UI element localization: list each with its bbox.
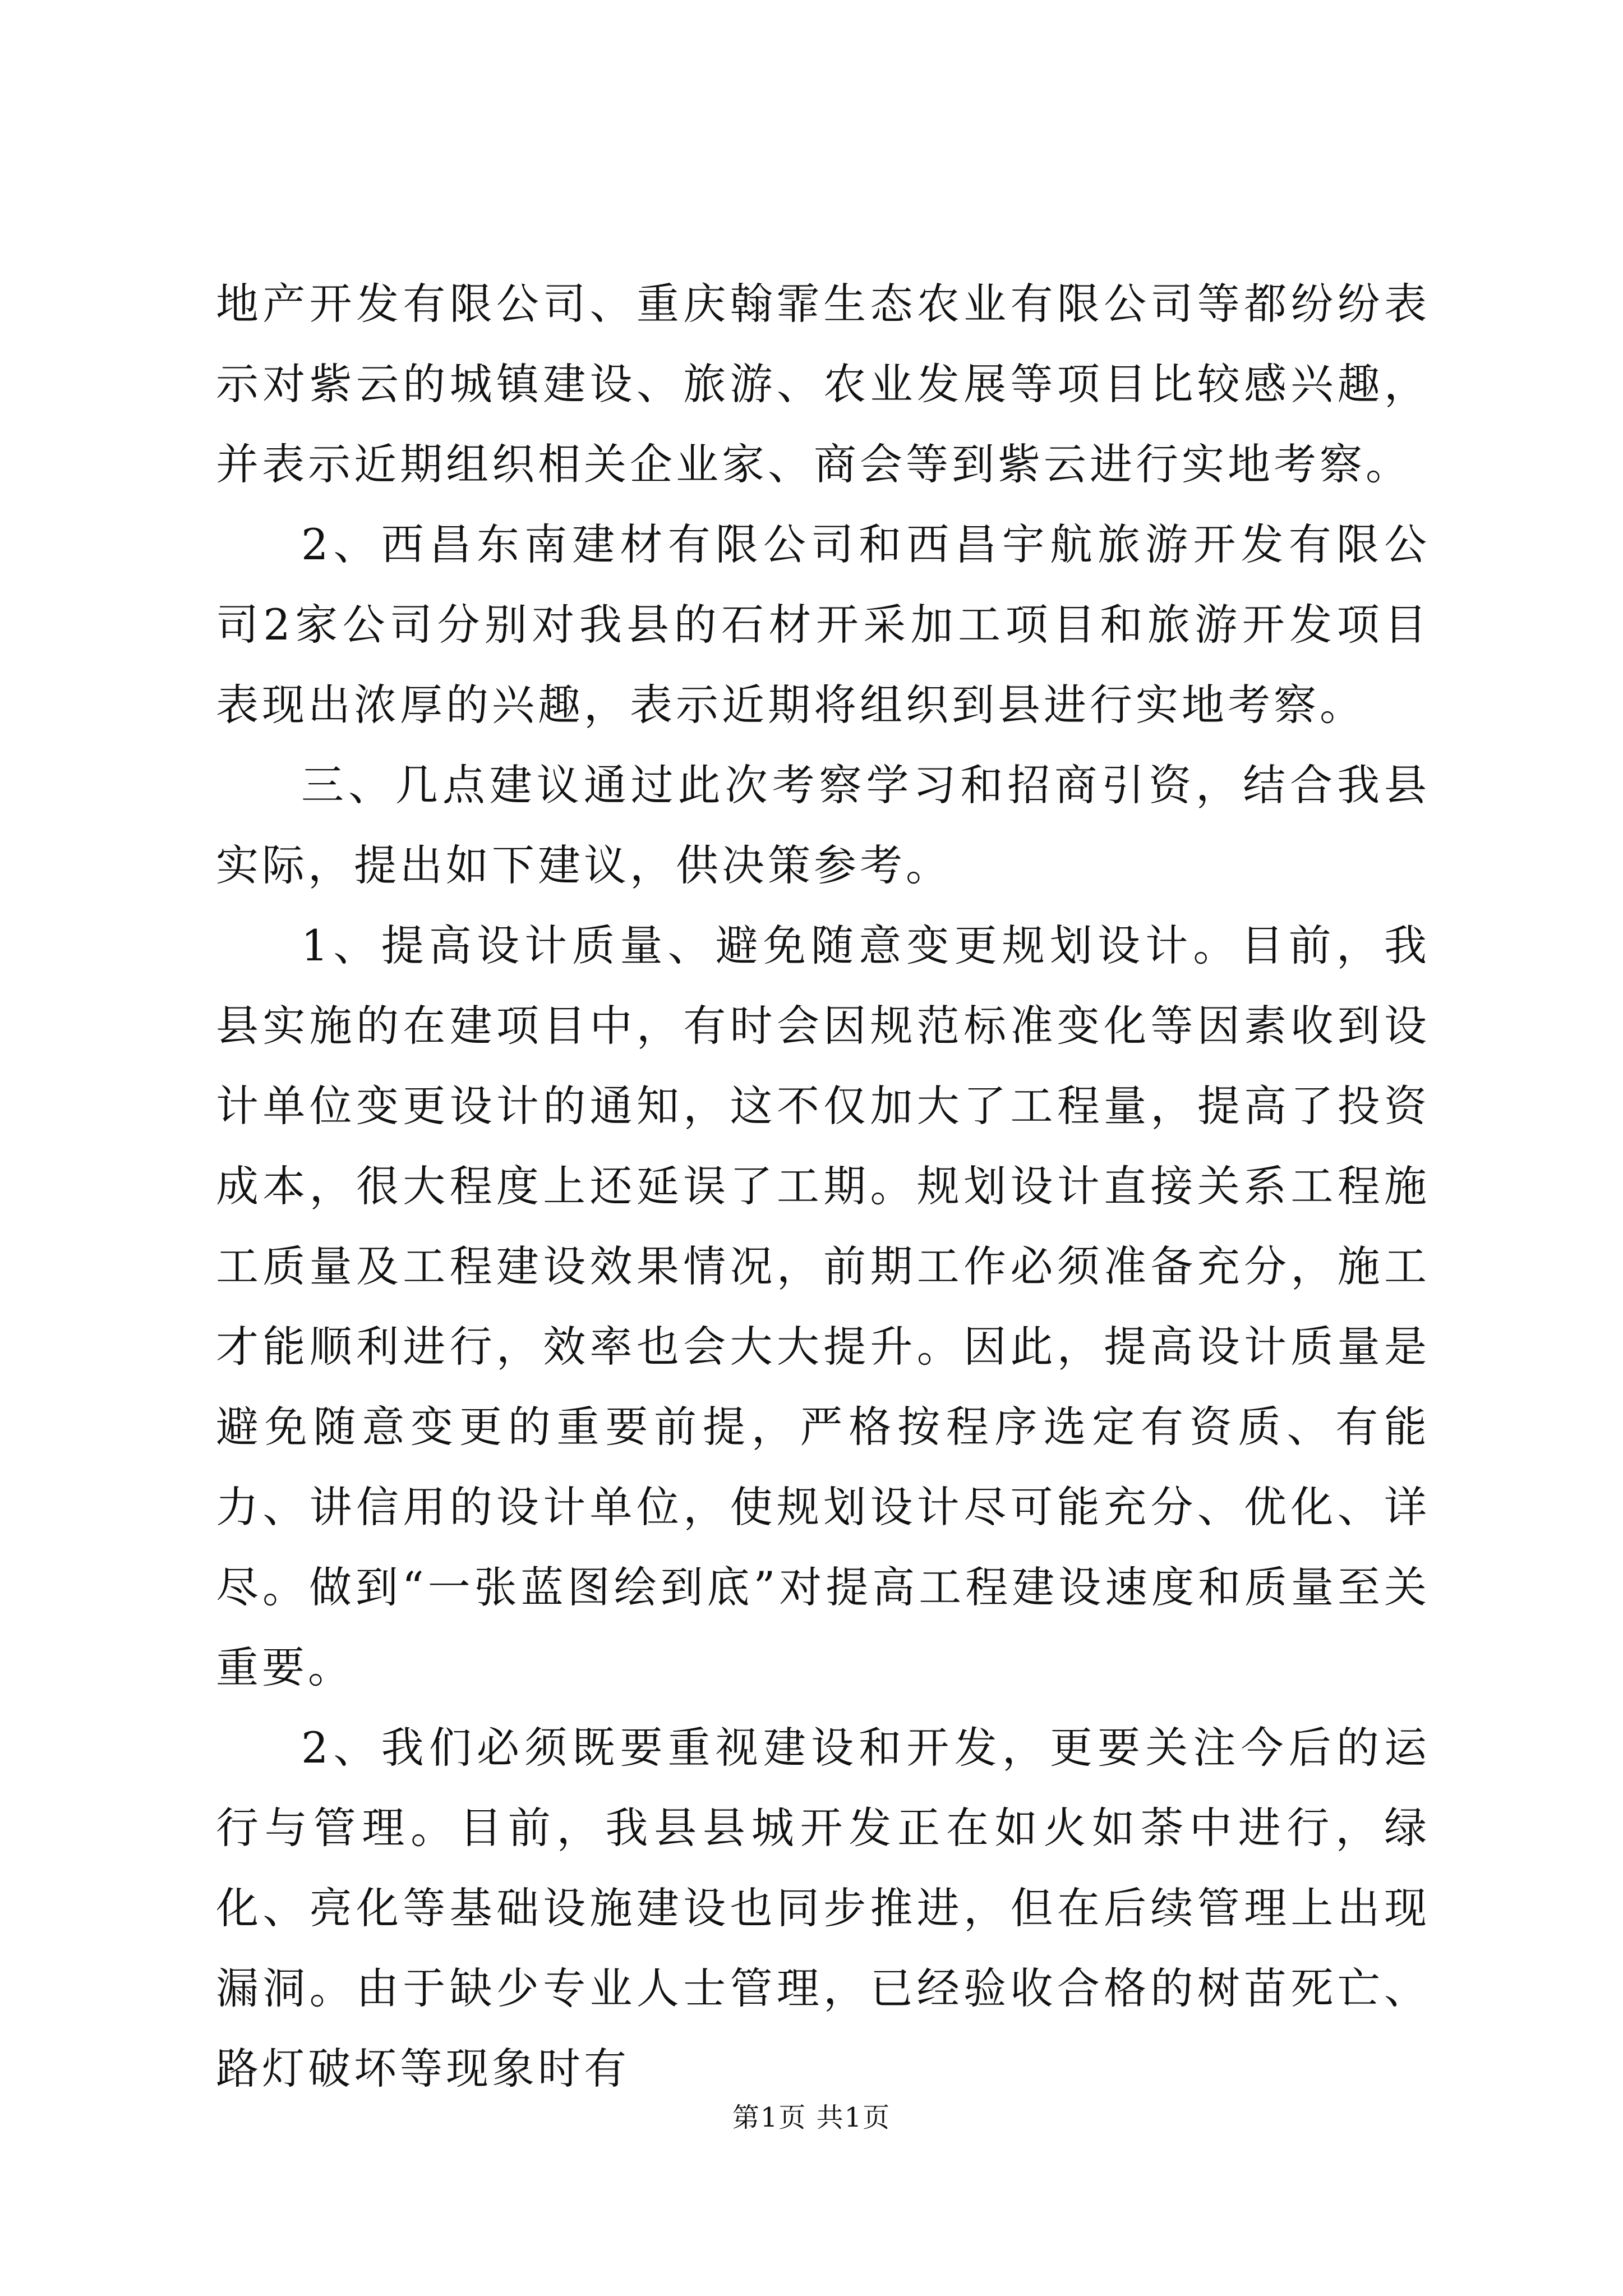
paragraph-1: 地产开发有限公司、重庆翰霏生态农业有限公司等都纷纷表示对紫云的城镇建设、旅游、农业发展等项目比较感兴趣，并表示近期组织相关企业家、商会等到紫云进行实地考察。 <box>216 279 1430 489</box>
document-body <box>216 264 1430 2109</box>
paragraph-5: 2、我们必须既要重视建设和开发，更要关注今后的运行与管理。目前，我县县城开发正在如火如荼中进行，绿化、亮化等基础设施建设也同步推进，但在后续管理上出现漏洞。由于缺少专业人士管理，已经验收合格的树苗死亡、路灯破坏等现象时有 <box>216 1723 1430 2093</box>
page-footer: 第1页 共1页 <box>732 2102 891 2133</box>
paragraph-3: 三、几点建议通过此次考察学习和招商引资，结合我县实际，提出如下建议，供决策参考。 <box>216 760 1430 890</box>
paragraph-2: 2、西昌东南建材有限公司和西昌宇航旅游开发有限公司2家公司分别对我县的石材开采加工项目和旅游开发项目表现出浓厚的兴趣，表示近期将组织到县进行实地考察。 <box>216 519 1430 730</box>
paragraph-4: 1、提高设计质量、避免随意变更规划设计。目前，我县实施的在建项目中，有时会因规范标准变化等因素收到设计单位变更设计的通知，这不仅加大了工程量，提高了投资成本，很大程度上还延误了工期。规划设计直接关系工程施工质量及工程建设效果情况，前期工作必须准备充分，施工才能顺利进行，效率也会大大提升。因此，提高设计质量是避免随意变更的重要前提，严格按程序选定有资质、有能力、讲信用的设计单位，使规划设计尽可能充分、优化、详尽。做到“一张蓝图绘到底”对提高工程建设速度和质量至关重要。 <box>216 921 1430 1692</box>
